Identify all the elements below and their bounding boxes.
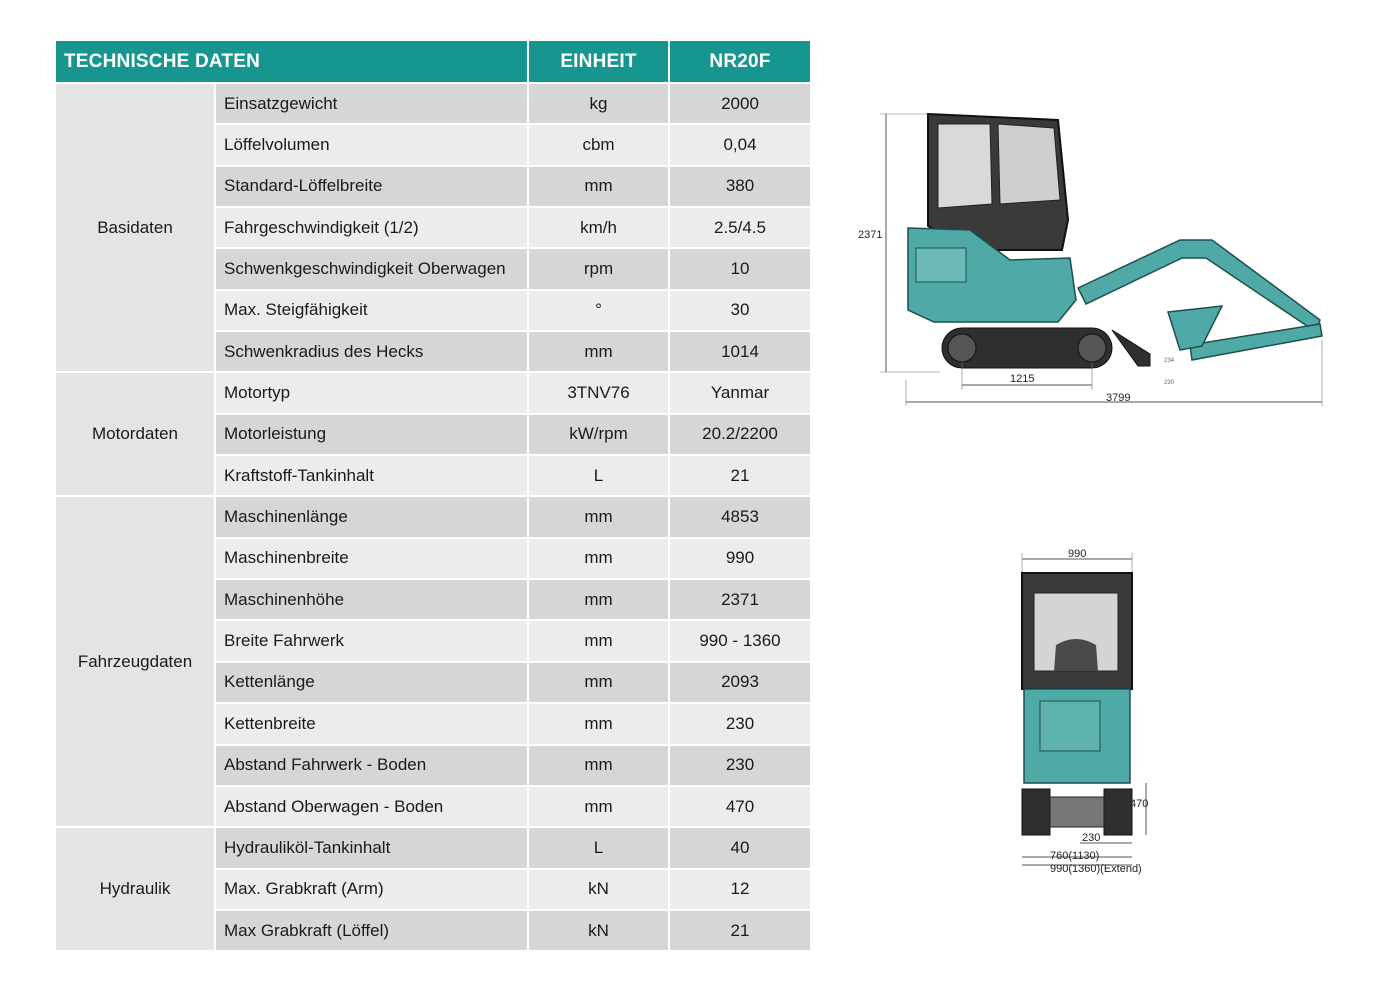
spec-value: 40 <box>670 828 810 867</box>
spec-value: 10 <box>670 249 810 288</box>
spec-label: Löffelvolumen <box>216 125 527 164</box>
table-row <box>56 497 810 536</box>
group-label: Fahrzeugdaten <box>56 497 214 826</box>
group-label: Hydraulik <box>56 828 214 950</box>
spec-label: Kettenlänge <box>216 663 527 702</box>
spec-label: Abstand Fahrwerk - Boden <box>216 746 527 785</box>
spec-value: 1014 <box>670 332 810 371</box>
spec-label: Standard-Löffelbreite <box>216 167 527 206</box>
spec-label: Kettenbreite <box>216 704 527 743</box>
spec-value: 12 <box>670 870 810 909</box>
spec-label: Max Grabkraft (Löffel) <box>216 911 527 950</box>
side-small-label-2: 230 <box>1164 380 1175 386</box>
excavator-rear-view <box>1010 545 1170 885</box>
rear-overall-width-label: 990(1360)(Extend) <box>1050 863 1142 875</box>
spec-unit: mm <box>529 787 668 826</box>
spec-unit: rpm <box>529 249 668 288</box>
spec-value: 990 <box>670 539 810 578</box>
spec-value: Yanmar <box>670 373 810 412</box>
spec-unit: mm <box>529 332 668 371</box>
spec-unit: ° <box>529 291 668 330</box>
spec-label: Schwenkradius des Hecks <box>216 332 527 371</box>
rear-clearance-label: 470 <box>1130 798 1149 810</box>
side-length-label: 3799 <box>1106 392 1131 404</box>
spec-label: Einsatzgewicht <box>216 84 527 123</box>
spec-label: Schwenkgeschwindigkeit Oberwagen <box>216 249 527 288</box>
spec-label: Abstand Oberwagen - Boden <box>216 787 527 826</box>
spec-unit: mm <box>529 746 668 785</box>
spec-unit: km/h <box>529 208 668 247</box>
spec-value: 4853 <box>670 497 810 536</box>
spec-value: 2093 <box>670 663 810 702</box>
spec-value: 2.5/4.5 <box>670 208 810 247</box>
spec-label: Max. Grabkraft (Arm) <box>216 870 527 909</box>
group-label: Basidaten <box>56 84 214 371</box>
header-unit: EINHEIT <box>529 41 668 82</box>
spec-label: Maschinenbreite <box>216 539 527 578</box>
spec-label: Kraftstoff-Tankinhalt <box>216 456 527 495</box>
table-header-row <box>56 41 810 82</box>
header-model: NR20F <box>670 41 810 82</box>
spec-value: 990 - 1360 <box>670 621 810 660</box>
spec-unit: 3TNV76 <box>529 373 668 412</box>
spec-label: Hydrauliköl-Tankinhalt <box>216 828 527 867</box>
side-track-length-label: 1215 <box>1010 373 1035 385</box>
rear-track-gauge-label: 760(1130) <box>1050 850 1100 862</box>
spec-value: 2000 <box>670 84 810 123</box>
spec-value: 30 <box>670 291 810 330</box>
excavator-side-view <box>850 100 1340 420</box>
spec-label: Maschinenhöhe <box>216 580 527 619</box>
spec-label: Motortyp <box>216 373 527 412</box>
spec-unit: mm <box>529 497 668 536</box>
spec-value: 380 <box>670 167 810 206</box>
spec-unit: mm <box>529 580 668 619</box>
table-row <box>56 828 810 867</box>
spec-value: 230 <box>670 704 810 743</box>
spec-unit: mm <box>529 167 668 206</box>
spec-value: 21 <box>670 911 810 950</box>
side-small-label-1: 234 <box>1164 358 1175 364</box>
spec-value: 21 <box>670 456 810 495</box>
header-technical-data: TECHNISCHE DATEN <box>56 41 527 82</box>
spec-unit: L <box>529 828 668 867</box>
spec-value: 20.2/2200 <box>670 415 810 454</box>
side-height-label: 2371 <box>858 229 883 241</box>
spec-unit: mm <box>529 704 668 743</box>
spec-table <box>54 39 812 952</box>
spec-label: Maschinenlänge <box>216 497 527 536</box>
spec-label: Max. Steigfähigkeit <box>216 291 527 330</box>
spec-label: Motorleistung <box>216 415 527 454</box>
rear-width-label: 990 <box>1068 548 1087 560</box>
spec-unit: mm <box>529 663 668 702</box>
spec-unit: kg <box>529 84 668 123</box>
spec-unit: kN <box>529 911 668 950</box>
spec-unit: kN <box>529 870 668 909</box>
spec-unit: cbm <box>529 125 668 164</box>
spec-value: 470 <box>670 787 810 826</box>
spec-table-body <box>56 84 810 950</box>
table-row <box>56 84 810 123</box>
table-row <box>56 373 810 412</box>
rear-track-width-label: 230 <box>1082 832 1101 844</box>
spec-unit: kW/rpm <box>529 415 668 454</box>
spec-unit: mm <box>529 621 668 660</box>
spec-unit: L <box>529 456 668 495</box>
spec-value: 2371 <box>670 580 810 619</box>
spec-label: Breite Fahrwerk <box>216 621 527 660</box>
spec-label: Fahrgeschwindigkeit (1/2) <box>216 208 527 247</box>
spec-unit: mm <box>529 539 668 578</box>
spec-value: 0,04 <box>670 125 810 164</box>
spec-value: 230 <box>670 746 810 785</box>
group-label: Motordaten <box>56 373 214 495</box>
